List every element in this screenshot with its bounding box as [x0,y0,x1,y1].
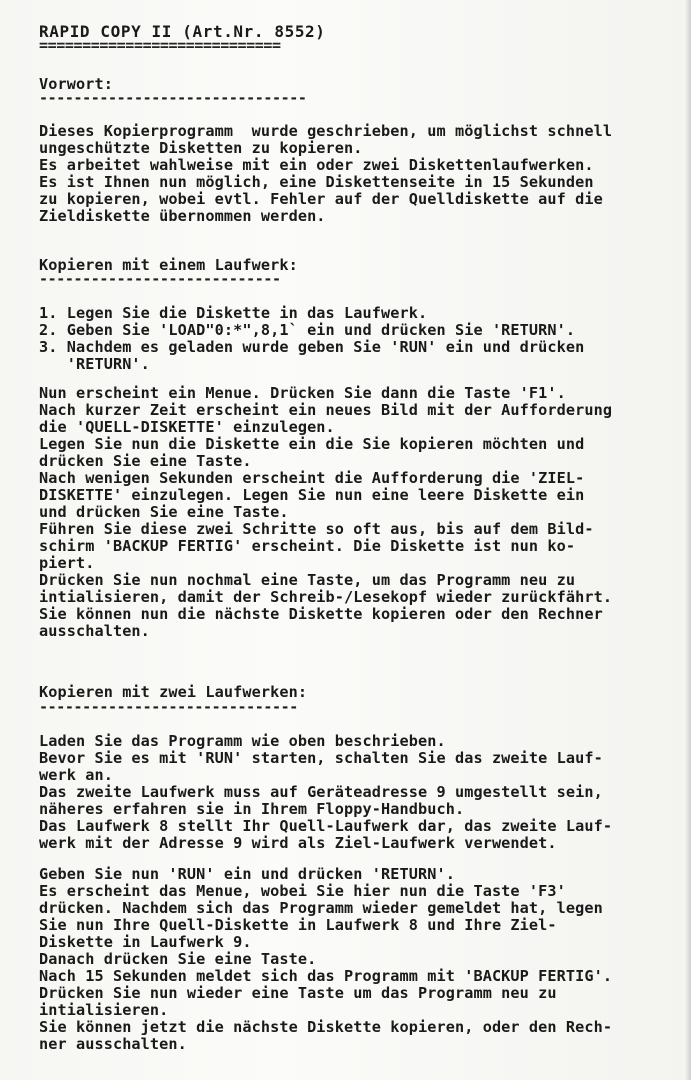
text-line: piert. [39,554,95,572]
text-line: zu kopieren, wobei evtl. Fehler auf der Quelldiskette auf die [39,190,603,208]
text-line: Danach drücken Sie eine Taste. [39,950,317,968]
text-line: Nach wenigen Sekunden erscheint die Aufforderung die 'ZIEL- [39,469,585,487]
text-line: Das Laufwerk 8 stellt Ihr Quell-Laufwerk dar, das zweite Lauf- [39,817,613,835]
text-line: intialisieren. [39,1001,169,1019]
text-line: Diskette in Laufwerk 9. [39,933,252,951]
text-line: Legen Sie nun die Diskette ein die Sie kopieren möchten und [39,435,585,453]
section-heading-vorwort: Vorwort: [39,75,113,93]
step-item: 'RETURN'. [39,355,150,373]
text-line: Es erscheint das Menue, wobei Sie hier nun die Taste 'F3' [39,882,566,900]
text-line: Das zweite Laufwerk muss auf Geräteadresse 9 umgestellt sein, [39,783,603,801]
text-line: drücken Sie eine Taste. [39,452,252,470]
title-underline: ============================ [39,36,281,54]
heading-underline: ---------------------------- [39,270,281,288]
step-item: 3. Nachdem es geladen wurde geben Sie 'RUN' ein und drücken [39,338,585,356]
text-line: ner ausschalten. [39,1035,187,1053]
text-line: ausschalten. [39,622,150,640]
text-line: werk mit der Adresse 9 wird als Ziel-Laufwerk verwendet. [39,834,557,852]
text-line: Zieldiskette übernommen werden. [39,207,326,225]
heading-underline: ------------------------------ [39,698,298,716]
text-line: Drücken Sie nun nochmal eine Taste, um das Programm neu zu [39,571,576,589]
text-line: Dieses Kopierprogramm wurde geschrieben, um möglichst schnell [39,122,613,140]
text-line: DISKETTE' einzulegen. Legen Sie nun eine leere Diskette ein [39,486,585,504]
text-line: und drücken Sie eine Taste. [39,503,289,521]
text-line: Führen Sie diese zwei Schritte so oft aus, bis auf dem Bild- [39,520,594,538]
page-edge-shadow [685,0,691,1080]
section-heading-einem-laufwerk: Kopieren mit einem Laufwerk: [39,256,298,274]
text-line: näheres erfahren sie in Ihrem Floppy-Handbuch. [39,800,465,818]
section-heading-zwei-laufwerken: Kopieren mit zwei Laufwerken: [39,683,308,701]
text-line: intialisieren, damit der Schreib-/Lesekopf wieder zurückfährt. [39,588,613,606]
text-line: Nun erscheint ein Menue. Drücken Sie dann die Taste 'F1'. [39,384,566,402]
text-line: Bevor Sie es mit 'RUN' starten, schalten Sie das zweite Lauf- [39,749,603,767]
text-line: werk an. [39,766,113,784]
text-line: Sie nun Ihre Quell-Diskette in Laufwerk 8 und Ihre Ziel- [39,916,557,934]
text-line: Es ist Ihnen nun möglich, eine Diskettenseite in 15 Sekunden [39,173,594,191]
step-item: 2. Geben Sie 'LOAD"0:*",8,1` ein und drücken Sie 'RETURN'. [39,321,576,339]
text-line: Nach kurzer Zeit erscheint ein neues Bild mit der Aufforderung [39,401,613,419]
text-line: Nach 15 Sekunden meldet sich das Programm mit 'BACKUP FERTIG'. [39,967,613,985]
text-line: die 'QUELL-DISKETTE' einzulegen. [39,418,335,436]
document-title: RAPID COPY II (Art.Nr. 8552) [39,22,326,41]
text-line: Geben Sie nun 'RUN' ein und drücken 'RETURN'. [39,865,455,883]
text-line: Drücken Sie nun wieder eine Taste um das Programm neu zu [39,984,557,1002]
text-line: Sie können jetzt die nächste Diskette kopieren, oder den Rech- [39,1018,613,1036]
text-line: Sie können nun die nächste Diskette kopieren oder den Rechner [39,605,603,623]
text-line: Laden Sie das Programm wie oben beschrieben. [39,732,446,750]
text-line: drücken. Nachdem sich das Programm wieder gemeldet hat, legen [39,899,603,917]
text-line: schirm 'BACKUP FERTIG' erscheint. Die Diskette ist nun ko- [39,537,576,555]
text-line: ungeschützte Disketten zu kopieren. [39,139,363,157]
step-item: 1. Legen Sie die Diskette in das Laufwerk. [39,304,428,322]
text-line: Es arbeitet wahlweise mit ein oder zwei Diskettenlaufwerken. [39,156,594,174]
heading-underline: ------------------------------- [39,89,307,107]
